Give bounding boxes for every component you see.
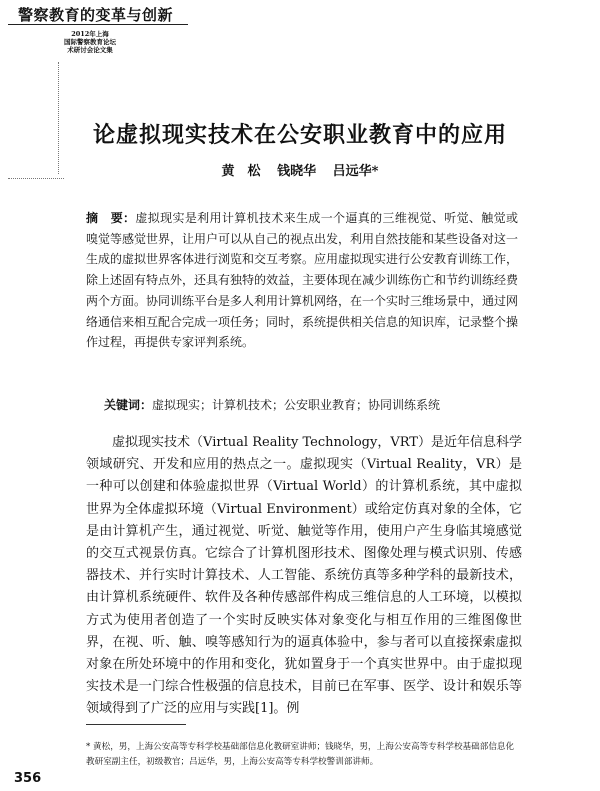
author-1: 黄 松: [221, 164, 261, 179]
body-paragraph: 虚拟现实技术（Virtual Reality Technology，VRT）是近年信息科学领域研究、开发和应用的热点之一。虚拟现实（Virtual Reality，VR）是一种可以创建和体验虚拟世界（Virtual World）的计算机系统，其中虚拟世界为全体虚拟环境（Virtual Environment）或给定仿真对象的全体，它是由计算机产生，通过视觉、听觉、触觉等作用，使用户产生身临其境感觉的交互式视景仿真。它综合了计算机图形技术、图像处理与模式识别、传感器技术、并行实时计算技术、人工智能、系统仿真等多种学科的最新技术，由计算机系统硬件、软件及各种传感部件构成三维信息的人工环境，以模拟方式为使用者创造了一个实时反映实体对象变化与相互作用的三维图像世界，在视、听、触、嗅等感知行为的逼真体验中，参与者可以直接探索虚拟对象在所处环境中的作用和变化，犹如置身于一个真实世界中。由于虚拟现实技术是一门综合性极强的信息技术，目前已在军事、医学、设计和娱乐等领域得到了广泛的应用与实践[1]。例: [86, 435, 522, 717]
author-list: [0, 160, 600, 179]
abstract-label: 摘 要：: [86, 211, 136, 225]
conference-info: [30, 30, 150, 54]
conference-line-3: 术研讨会论文集: [67, 46, 113, 54]
journal-title: 警察教育的变革与创新: [18, 6, 174, 24]
conference-line-2: 国际警察教育论坛: [64, 38, 116, 46]
abstract: [86, 208, 518, 353]
footnote-rule: [86, 724, 186, 725]
conference-line-1: 2012年上海: [71, 30, 109, 38]
header-rule: [8, 24, 188, 25]
author-2: 钱晓华: [277, 164, 317, 179]
article-title: 论虚拟现实技术在公安职业教育中的应用: [92, 122, 507, 148]
keywords: [104, 396, 524, 413]
abstract-text: 虚拟现实是利用计算机技术来生成一个逼真的三维视觉、听觉、触觉或嗅觉等感觉世界，让用户可以从自己的视点出发，利用自然技能和某些设备对这一生成的虚拟世界客体进行浏览和交互考察。应用虚拟现实进行公安教育训练工作，除上述固有特点外，还具有独特的效益，主要体现在减少训练伤亡和节约训练经费两个方面。协同训练平台是多人利用计算机网络，在一个实时三维场景中，通过网络通信来相互配合完成一项任务；同时，系统提供相关信息的知识库，记录整个操作过程，再提供专家评判系统。: [86, 211, 519, 350]
keywords-text: 虚拟现实；计算机技术；公安职业教育；协同训练系统: [152, 398, 441, 412]
keywords-label: 关键词：: [104, 398, 153, 412]
page-number: 356: [14, 771, 42, 786]
footnote: * 黄松，男，上海公安高等专科学校基础部信息化教研室讲师；钱晓华，男，上海公安高等专科学校基础部信息化教研室副主任，初级教官；吕远华，男，上海公安高等专科学校警训部讲师。: [86, 742, 515, 767]
author-3: 吕远华*: [332, 164, 379, 179]
